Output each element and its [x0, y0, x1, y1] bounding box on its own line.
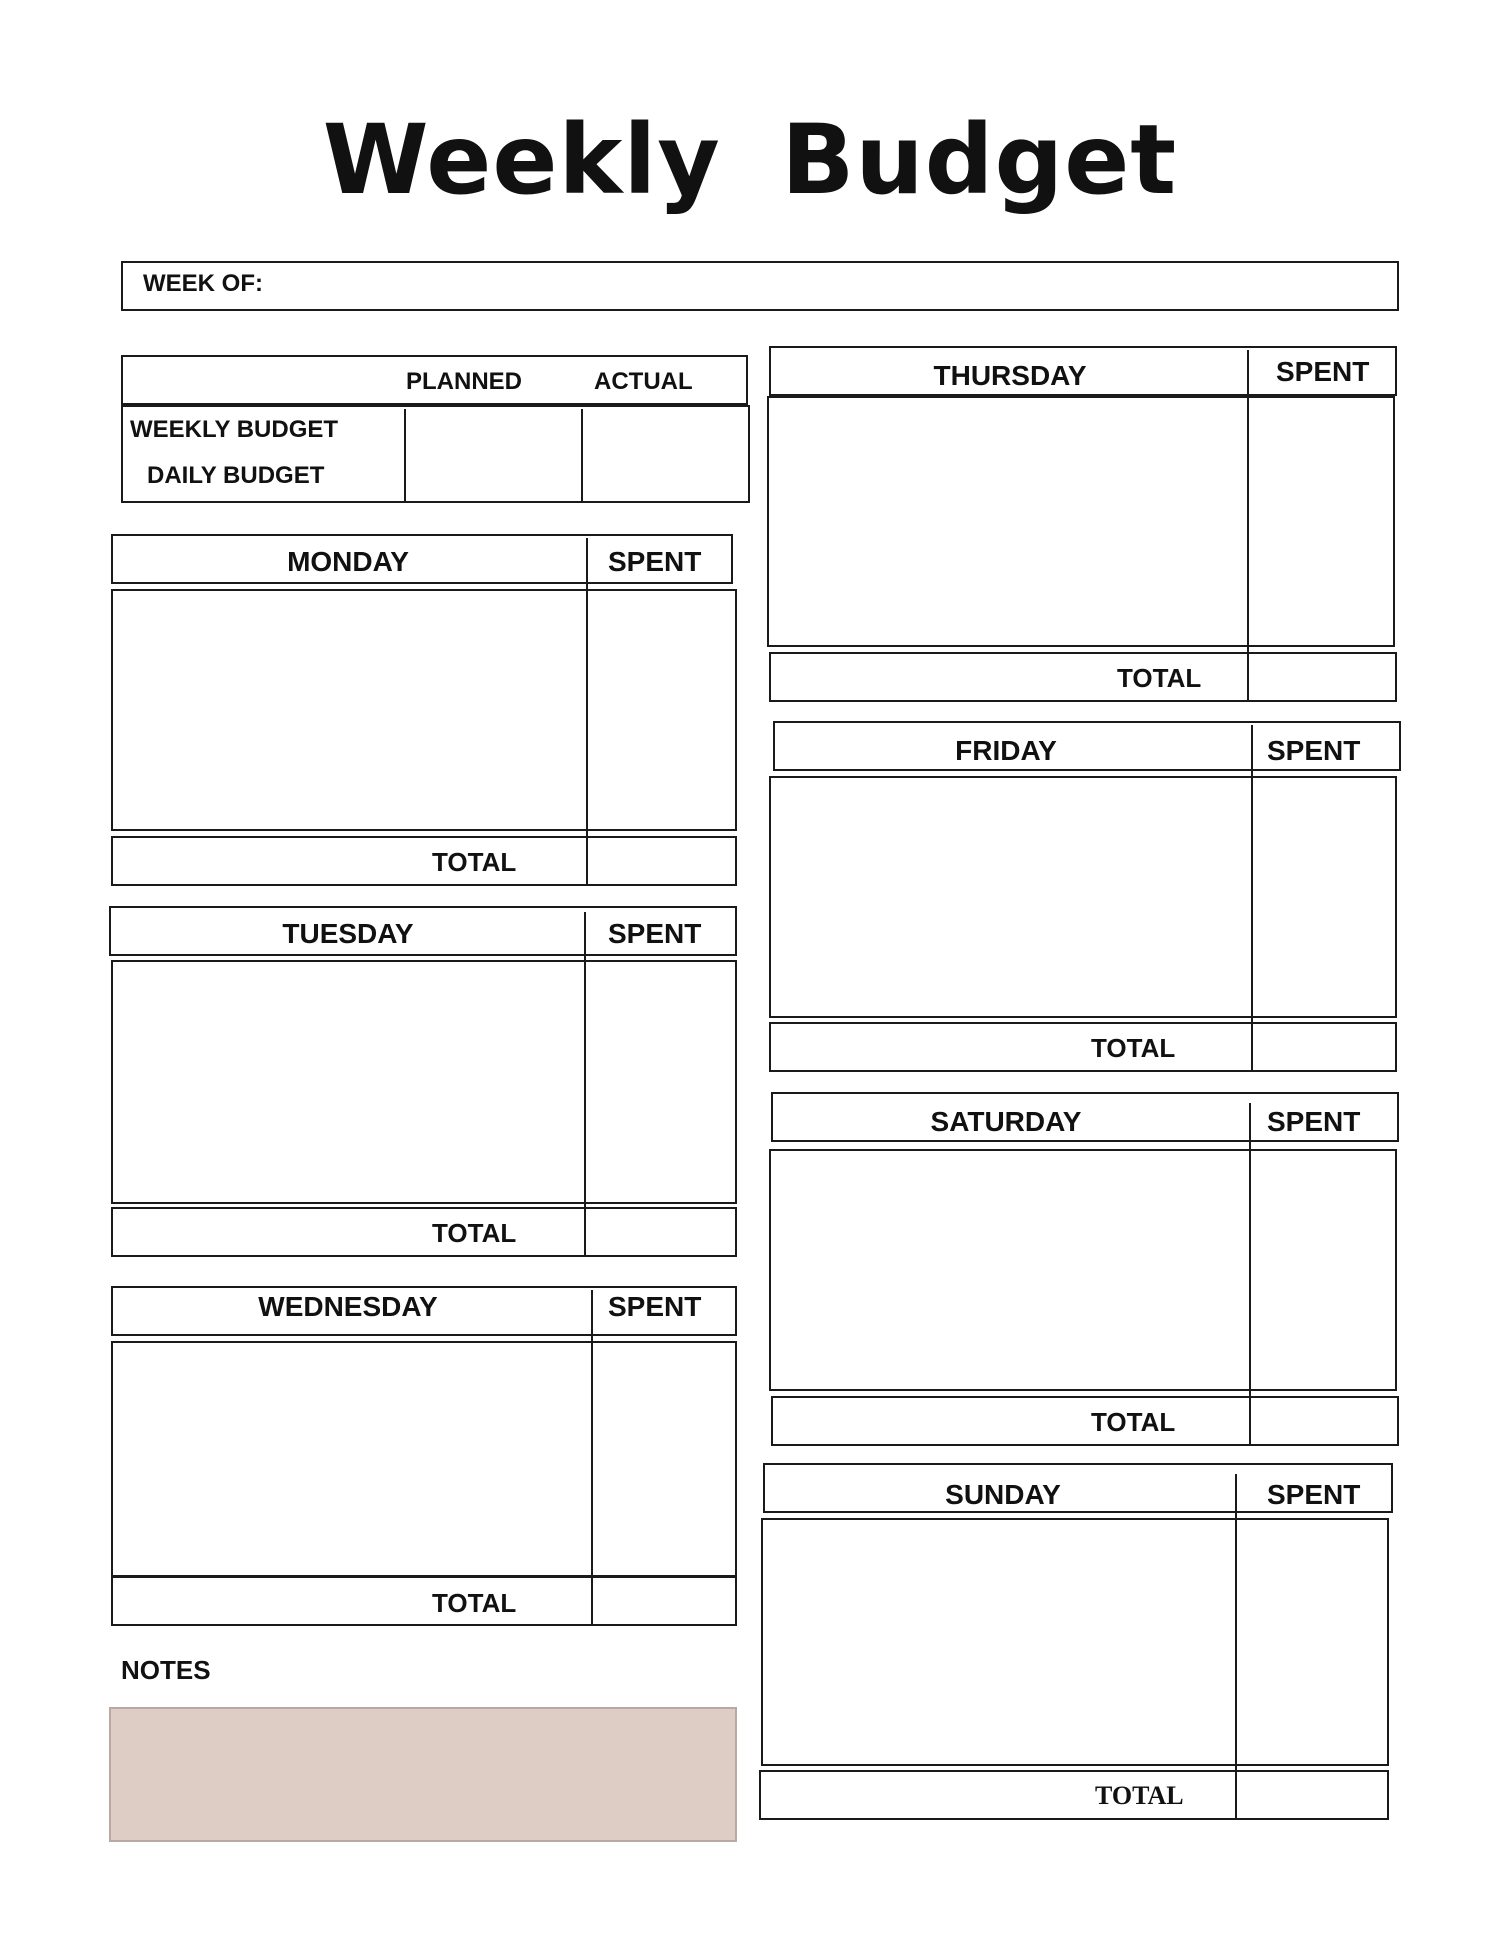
- monday-total-label: TOTAL: [432, 847, 517, 877]
- thursday-header: [769, 346, 1397, 396]
- wednesday-spent-label: SPENT: [608, 1291, 702, 1322]
- week-of-label: WEEK OF:: [143, 270, 263, 297]
- friday-total-label: TOTAL: [1091, 1033, 1176, 1063]
- wednesday-spent-divider: [591, 1290, 593, 1624]
- friday-entries-area[interactable]: [769, 776, 1397, 1018]
- tuesday-spent-divider: [584, 912, 586, 1257]
- sunday-title: SUNDAY: [945, 1479, 1061, 1510]
- budget-summary-header: [121, 355, 748, 405]
- saturday-spent-label: SPENT: [1267, 1106, 1361, 1137]
- friday-spent-label: SPENT: [1267, 735, 1361, 766]
- tuesday-entries-area[interactable]: [111, 960, 737, 1204]
- monday-total-row: [111, 836, 737, 886]
- weekly-budget-label: WEEKLY BUDGET: [130, 416, 339, 443]
- monday-spent-divider: [586, 538, 588, 884]
- saturday-entries-area[interactable]: [769, 1149, 1397, 1391]
- sunday-total-label: TOTAL: [1095, 1781, 1184, 1810]
- tuesday-total-row: [111, 1207, 737, 1257]
- notes-area[interactable]: [109, 1707, 737, 1842]
- monday-header: [111, 534, 733, 584]
- daily-budget-actual-cell[interactable]: [585, 455, 745, 501]
- saturday-header: [771, 1092, 1399, 1142]
- sunday-spent-label: SPENT: [1267, 1479, 1361, 1510]
- sunday-header: [763, 1463, 1393, 1513]
- week-of-field[interactable]: [121, 261, 1399, 311]
- friday-total-row: [769, 1022, 1397, 1072]
- actual-column-divider: [581, 409, 583, 501]
- budget-summary-body: [121, 405, 750, 503]
- thursday-spent-divider: [1247, 350, 1249, 702]
- daily-budget-label: DAILY BUDGET: [147, 462, 325, 489]
- planned-column-divider: [404, 409, 406, 501]
- page-title: Weekly Budget: [322, 104, 1178, 216]
- friday-header: [773, 721, 1401, 771]
- saturday-total-row: [771, 1396, 1399, 1446]
- monday-title: MONDAY: [287, 546, 409, 577]
- planned-column-header: PLANNED: [406, 368, 523, 395]
- monday-entries-area[interactable]: [111, 589, 737, 831]
- friday-spent-divider: [1251, 725, 1253, 1072]
- wednesday-entries-area[interactable]: [111, 1341, 737, 1577]
- wednesday-title: WEDNESDAY: [258, 1291, 438, 1322]
- tuesday-title: TUESDAY: [282, 918, 414, 949]
- thursday-title: THURSDAY: [933, 360, 1087, 391]
- monday-spent-label: SPENT: [608, 546, 702, 577]
- wednesday-total-row: [111, 1576, 737, 1626]
- tuesday-header: [109, 906, 737, 956]
- sunday-spent-divider: [1235, 1474, 1237, 1820]
- sunday-entries-area[interactable]: [761, 1518, 1389, 1766]
- wednesday-header: [111, 1286, 737, 1336]
- saturday-total-label: TOTAL: [1091, 1407, 1176, 1437]
- weekly-budget-planned-cell[interactable]: [408, 409, 578, 455]
- thursday-entries-area[interactable]: [767, 396, 1395, 647]
- friday-title: FRIDAY: [955, 735, 1057, 766]
- tuesday-spent-label: SPENT: [608, 918, 702, 949]
- thursday-spent-label: SPENT: [1276, 356, 1370, 387]
- notes-label: NOTES: [121, 1655, 211, 1685]
- actual-column-header: ACTUAL: [594, 368, 693, 395]
- weekly-budget-actual-cell[interactable]: [585, 409, 745, 455]
- sunday-total-row: [759, 1770, 1389, 1820]
- saturday-spent-divider: [1249, 1103, 1251, 1446]
- thursday-total-label: TOTAL: [1117, 663, 1202, 693]
- saturday-title: SATURDAY: [930, 1106, 1082, 1137]
- thursday-total-row: [769, 652, 1397, 702]
- wednesday-total-label: TOTAL: [432, 1588, 517, 1618]
- tuesday-total-label: TOTAL: [432, 1218, 517, 1248]
- daily-budget-planned-cell[interactable]: [408, 455, 578, 501]
